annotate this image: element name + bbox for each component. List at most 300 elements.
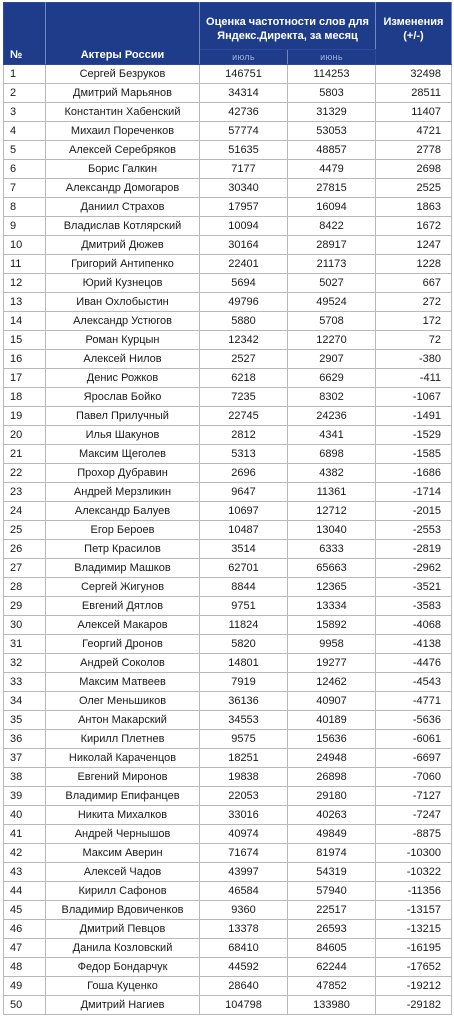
july-value-cell: 5880 [200, 312, 288, 331]
table-row [4, 977, 452, 996]
july-value-cell: 7919 [200, 673, 288, 692]
actors-search-frequency-table [3, 2, 451, 1015]
change-value-cell: -11356 [376, 882, 452, 901]
actor-name-cell: Александр Устюгов [46, 312, 200, 331]
change-value-cell: -380 [376, 350, 452, 369]
change-value-cell: -2553 [376, 521, 452, 540]
table-row [4, 654, 452, 673]
rank-cell: 23 [4, 483, 46, 502]
june-value-cell: 27815 [288, 179, 376, 198]
table-row [4, 502, 452, 521]
table-row [4, 103, 452, 122]
july-value-cell: 49796 [200, 293, 288, 312]
change-value-cell: 72 [376, 331, 452, 350]
rank-cell: 19 [4, 407, 46, 426]
rank-cell: 33 [4, 673, 46, 692]
change-value-cell: 2698 [376, 160, 452, 179]
rank-cell: 21 [4, 445, 46, 464]
table-row [4, 179, 452, 198]
july-value-cell: 7177 [200, 160, 288, 179]
june-value-cell: 26898 [288, 768, 376, 787]
july-value-cell: 33016 [200, 806, 288, 825]
june-value-cell: 31329 [288, 103, 376, 122]
july-value-cell: 57774 [200, 122, 288, 141]
change-value-cell: -8875 [376, 825, 452, 844]
rank-cell: 3 [4, 103, 46, 122]
table-row [4, 445, 452, 464]
rank-cell: 8 [4, 198, 46, 217]
actor-name-cell: Максим Матвеев [46, 673, 200, 692]
rank-cell: 49 [4, 977, 46, 996]
table-row [4, 141, 452, 160]
june-value-cell: 24948 [288, 749, 376, 768]
rank-cell: 43 [4, 863, 46, 882]
july-value-cell: 12342 [200, 331, 288, 350]
june-value-cell: 40907 [288, 692, 376, 711]
actor-name-cell: Юрий Кузнецов [46, 274, 200, 293]
change-value-cell: -10322 [376, 863, 452, 882]
actor-name-cell: Алексей Серебряков [46, 141, 200, 160]
june-value-cell: 2907 [288, 350, 376, 369]
table-row [4, 84, 452, 103]
change-value-cell: -1585 [376, 445, 452, 464]
july-value-cell: 2812 [200, 426, 288, 445]
rank-cell: 31 [4, 635, 46, 654]
actor-name-cell: Егор Бероев [46, 521, 200, 540]
july-value-cell: 2696 [200, 464, 288, 483]
rank-cell: 5 [4, 141, 46, 160]
july-value-cell: 13378 [200, 920, 288, 939]
change-value-cell: -1067 [376, 388, 452, 407]
june-value-cell: 40263 [288, 806, 376, 825]
july-value-cell: 10487 [200, 521, 288, 540]
actor-name-cell: Дмитрий Дюжев [46, 236, 200, 255]
rank-cell: 10 [4, 236, 46, 255]
rank-cell: 11 [4, 255, 46, 274]
table-row [4, 616, 452, 635]
june-value-cell: 114253 [288, 65, 376, 84]
rank-cell: 36 [4, 730, 46, 749]
june-value-cell: 4479 [288, 160, 376, 179]
actor-name-cell: Александр Балуев [46, 502, 200, 521]
june-value-cell: 12365 [288, 578, 376, 597]
actor-name-cell: Антон Макарский [46, 711, 200, 730]
table-row [4, 255, 452, 274]
rank-cell: 25 [4, 521, 46, 540]
july-value-cell: 62701 [200, 559, 288, 578]
june-value-cell: 53053 [288, 122, 376, 141]
table-row [4, 369, 452, 388]
july-value-cell: 28640 [200, 977, 288, 996]
change-value-cell: -13215 [376, 920, 452, 939]
rank-cell: 16 [4, 350, 46, 369]
july-value-cell: 71674 [200, 844, 288, 863]
july-value-cell: 146751 [200, 65, 288, 84]
table-row [4, 787, 452, 806]
change-value-cell: 2778 [376, 141, 452, 160]
change-value-cell: 28511 [376, 84, 452, 103]
actor-name-cell: Николай Караченцов [46, 749, 200, 768]
change-value-cell: 4721 [376, 122, 452, 141]
table-row [4, 711, 452, 730]
july-value-cell: 18251 [200, 749, 288, 768]
change-value-cell: -7060 [376, 768, 452, 787]
actor-name-cell: Дмитрий Марьянов [46, 84, 200, 103]
change-value-cell: -1529 [376, 426, 452, 445]
actor-name-cell: Евгений Миронов [46, 768, 200, 787]
june-value-cell: 62244 [288, 958, 376, 977]
july-value-cell: 10094 [200, 217, 288, 236]
header-june: июнь [288, 50, 376, 65]
change-value-cell: 1228 [376, 255, 452, 274]
rank-cell: 44 [4, 882, 46, 901]
rank-cell: 2 [4, 84, 46, 103]
change-value-cell: 2525 [376, 179, 452, 198]
actor-name-cell: Данила Козловский [46, 939, 200, 958]
july-value-cell: 22053 [200, 787, 288, 806]
june-value-cell: 12462 [288, 673, 376, 692]
july-value-cell: 14801 [200, 654, 288, 673]
change-value-cell: -7127 [376, 787, 452, 806]
july-value-cell: 104798 [200, 996, 288, 1015]
rank-cell: 22 [4, 464, 46, 483]
rank-cell: 45 [4, 901, 46, 920]
table-row [4, 236, 452, 255]
change-value-cell: -4068 [376, 616, 452, 635]
rank-cell: 48 [4, 958, 46, 977]
actor-name-cell: Сергей Жигунов [46, 578, 200, 597]
june-value-cell: 4382 [288, 464, 376, 483]
july-value-cell: 51635 [200, 141, 288, 160]
table-row [4, 198, 452, 217]
table-row [4, 692, 452, 711]
rank-cell: 30 [4, 616, 46, 635]
actor-name-cell: Павел Прилучный [46, 407, 200, 426]
rank-cell: 37 [4, 749, 46, 768]
rank-cell: 35 [4, 711, 46, 730]
actor-name-cell: Дмитрий Певцов [46, 920, 200, 939]
rank-cell: 20 [4, 426, 46, 445]
actor-name-cell: Никита Михалков [46, 806, 200, 825]
table-row [4, 274, 452, 293]
july-value-cell: 8844 [200, 578, 288, 597]
actor-name-cell: Иван Охлобыстин [46, 293, 200, 312]
actor-name-cell: Сергей Безруков [46, 65, 200, 84]
july-value-cell: 7235 [200, 388, 288, 407]
change-value-cell: 272 [376, 293, 452, 312]
table-row [4, 768, 452, 787]
july-value-cell: 9575 [200, 730, 288, 749]
actor-name-cell: Илья Шакунов [46, 426, 200, 445]
actor-name-cell: Дмитрий Нагиев [46, 996, 200, 1015]
rank-cell: 39 [4, 787, 46, 806]
june-value-cell: 5027 [288, 274, 376, 293]
rank-cell: 32 [4, 654, 46, 673]
change-value-cell: -17652 [376, 958, 452, 977]
rank-cell: 42 [4, 844, 46, 863]
june-value-cell: 5803 [288, 84, 376, 103]
june-value-cell: 19277 [288, 654, 376, 673]
change-value-cell: -16195 [376, 939, 452, 958]
table-row [4, 388, 452, 407]
table-row [4, 996, 452, 1015]
change-value-cell: -2819 [376, 540, 452, 559]
change-value-cell: -4543 [376, 673, 452, 692]
rank-cell: 12 [4, 274, 46, 293]
table-row [4, 863, 452, 882]
june-value-cell: 4341 [288, 426, 376, 445]
rank-cell: 29 [4, 597, 46, 616]
table-row [4, 578, 452, 597]
change-value-cell: -1686 [376, 464, 452, 483]
change-value-cell: -4138 [376, 635, 452, 654]
rank-cell: 47 [4, 939, 46, 958]
rank-cell: 24 [4, 502, 46, 521]
actor-name-cell: Алексей Чадов [46, 863, 200, 882]
june-value-cell: 40189 [288, 711, 376, 730]
july-value-cell: 10697 [200, 502, 288, 521]
june-value-cell: 5708 [288, 312, 376, 331]
june-value-cell: 22517 [288, 901, 376, 920]
table-row [4, 901, 452, 920]
actor-name-cell: Алексей Нилов [46, 350, 200, 369]
july-value-cell: 30164 [200, 236, 288, 255]
july-value-cell: 44592 [200, 958, 288, 977]
july-value-cell: 9360 [200, 901, 288, 920]
june-value-cell: 48857 [288, 141, 376, 160]
change-value-cell: -4476 [376, 654, 452, 673]
table-row [4, 540, 452, 559]
table-body [4, 65, 452, 1015]
july-value-cell: 17957 [200, 198, 288, 217]
table-row [4, 293, 452, 312]
rank-cell: 40 [4, 806, 46, 825]
july-value-cell: 43997 [200, 863, 288, 882]
change-value-cell: -19212 [376, 977, 452, 996]
july-value-cell: 46584 [200, 882, 288, 901]
actor-name-cell: Кирилл Сафонов [46, 882, 200, 901]
rank-cell: 18 [4, 388, 46, 407]
july-value-cell: 2527 [200, 350, 288, 369]
actor-name-cell: Георгий Дронов [46, 635, 200, 654]
header-number: № [4, 3, 46, 65]
table-row [4, 122, 452, 141]
table-row [4, 635, 452, 654]
change-value-cell: -10300 [376, 844, 452, 863]
july-value-cell: 5313 [200, 445, 288, 464]
july-value-cell: 5694 [200, 274, 288, 293]
actor-name-cell: Гоша Куценко [46, 977, 200, 996]
june-value-cell: 6333 [288, 540, 376, 559]
july-value-cell: 11824 [200, 616, 288, 635]
june-value-cell: 12712 [288, 502, 376, 521]
header-july: июль [200, 50, 288, 65]
actor-name-cell: Владимир Епифанцев [46, 787, 200, 806]
table-row [4, 331, 452, 350]
july-value-cell: 19838 [200, 768, 288, 787]
july-value-cell: 5820 [200, 635, 288, 654]
actor-name-cell: Максим Аверин [46, 844, 200, 863]
rank-cell: 34 [4, 692, 46, 711]
june-value-cell: 65663 [288, 559, 376, 578]
change-value-cell: 32498 [376, 65, 452, 84]
change-value-cell: -3583 [376, 597, 452, 616]
header-change: Изменения (+/-) [376, 3, 452, 65]
actor-name-cell: Роман Курцын [46, 331, 200, 350]
june-value-cell: 26593 [288, 920, 376, 939]
change-value-cell: 172 [376, 312, 452, 331]
june-value-cell: 6898 [288, 445, 376, 464]
actor-name-cell: Федор Бондарчук [46, 958, 200, 977]
table-row [4, 825, 452, 844]
rank-cell: 4 [4, 122, 46, 141]
table-row [4, 597, 452, 616]
change-value-cell: -7247 [376, 806, 452, 825]
actor-name-cell: Даниил Страхов [46, 198, 200, 217]
table-row [4, 882, 452, 901]
table-row [4, 65, 452, 84]
actor-name-cell: Ярослав Бойко [46, 388, 200, 407]
change-value-cell: -1491 [376, 407, 452, 426]
rank-cell: 1 [4, 65, 46, 84]
change-value-cell: 667 [376, 274, 452, 293]
june-value-cell: 49849 [288, 825, 376, 844]
june-value-cell: 13334 [288, 597, 376, 616]
actor-name-cell: Владислав Котлярский [46, 217, 200, 236]
change-value-cell: -29182 [376, 996, 452, 1015]
july-value-cell: 42736 [200, 103, 288, 122]
actor-name-cell: Григорий Антипенко [46, 255, 200, 274]
july-value-cell: 22401 [200, 255, 288, 274]
june-value-cell: 13040 [288, 521, 376, 540]
header-actors: Актеры России [46, 3, 200, 65]
june-value-cell: 47852 [288, 977, 376, 996]
june-value-cell: 133980 [288, 996, 376, 1015]
table-row [4, 521, 452, 540]
data-table [3, 2, 452, 1015]
actor-name-cell: Владимир Вдовиченков [46, 901, 200, 920]
table-row [4, 939, 452, 958]
actor-name-cell: Петр Красилов [46, 540, 200, 559]
actor-name-cell: Кирилл Плетнев [46, 730, 200, 749]
june-value-cell: 81974 [288, 844, 376, 863]
july-value-cell: 40974 [200, 825, 288, 844]
june-value-cell: 21173 [288, 255, 376, 274]
july-value-cell: 22745 [200, 407, 288, 426]
july-value-cell: 34553 [200, 711, 288, 730]
actor-name-cell: Максим Щеголев [46, 445, 200, 464]
table-row [4, 730, 452, 749]
june-value-cell: 84605 [288, 939, 376, 958]
july-value-cell: 9647 [200, 483, 288, 502]
actor-name-cell: Александр Домогаров [46, 179, 200, 198]
actor-name-cell: Андрей Соколов [46, 654, 200, 673]
rank-cell: 41 [4, 825, 46, 844]
july-value-cell: 6218 [200, 369, 288, 388]
table-row [4, 920, 452, 939]
actor-name-cell: Константин Хабенский [46, 103, 200, 122]
july-value-cell: 36136 [200, 692, 288, 711]
rank-cell: 17 [4, 369, 46, 388]
table-row [4, 160, 452, 179]
rank-cell: 7 [4, 179, 46, 198]
july-value-cell: 68410 [200, 939, 288, 958]
june-value-cell: 49524 [288, 293, 376, 312]
rank-cell: 38 [4, 768, 46, 787]
june-value-cell: 6629 [288, 369, 376, 388]
actor-name-cell: Владимир Машков [46, 559, 200, 578]
rank-cell: 46 [4, 920, 46, 939]
table-header [4, 3, 452, 65]
june-value-cell: 9958 [288, 635, 376, 654]
june-value-cell: 24236 [288, 407, 376, 426]
change-value-cell: -2015 [376, 502, 452, 521]
change-value-cell: -2962 [376, 559, 452, 578]
actor-name-cell: Алексей Макаров [46, 616, 200, 635]
june-value-cell: 16094 [288, 198, 376, 217]
table-row [4, 483, 452, 502]
change-value-cell: 1672 [376, 217, 452, 236]
change-value-cell: -6061 [376, 730, 452, 749]
change-value-cell: 1863 [376, 198, 452, 217]
june-value-cell: 12270 [288, 331, 376, 350]
july-value-cell: 30340 [200, 179, 288, 198]
june-value-cell: 57940 [288, 882, 376, 901]
june-value-cell: 8422 [288, 217, 376, 236]
table-row [4, 407, 452, 426]
change-value-cell: -411 [376, 369, 452, 388]
table-row [4, 749, 452, 768]
rank-cell: 28 [4, 578, 46, 597]
july-value-cell: 9751 [200, 597, 288, 616]
june-value-cell: 15636 [288, 730, 376, 749]
rank-cell: 6 [4, 160, 46, 179]
rank-cell: 9 [4, 217, 46, 236]
change-value-cell: -5636 [376, 711, 452, 730]
change-value-cell: -1714 [376, 483, 452, 502]
table-row [4, 217, 452, 236]
june-value-cell: 8302 [288, 388, 376, 407]
table-row [4, 350, 452, 369]
table-row [4, 673, 452, 692]
table-row [4, 312, 452, 331]
change-value-cell: -3521 [376, 578, 452, 597]
change-value-cell: -6697 [376, 749, 452, 768]
actor-name-cell: Прохор Дубравин [46, 464, 200, 483]
header-frequency: Оценка частотности слов для Яндекс.Директа, за месяц [200, 3, 376, 50]
change-value-cell: 11407 [376, 103, 452, 122]
june-value-cell: 54319 [288, 863, 376, 882]
table-row [4, 806, 452, 825]
rank-cell: 14 [4, 312, 46, 331]
change-value-cell: -4771 [376, 692, 452, 711]
rank-cell: 27 [4, 559, 46, 578]
actor-name-cell: Денис Рожков [46, 369, 200, 388]
june-value-cell: 11361 [288, 483, 376, 502]
table-row [4, 426, 452, 445]
actor-name-cell: Андрей Чернышов [46, 825, 200, 844]
rank-cell: 26 [4, 540, 46, 559]
july-value-cell: 3514 [200, 540, 288, 559]
rank-cell: 13 [4, 293, 46, 312]
june-value-cell: 29180 [288, 787, 376, 806]
july-value-cell: 34314 [200, 84, 288, 103]
actor-name-cell: Михаил Пореченков [46, 122, 200, 141]
change-value-cell: -13157 [376, 901, 452, 920]
june-value-cell: 28917 [288, 236, 376, 255]
table-row [4, 559, 452, 578]
rank-cell: 50 [4, 996, 46, 1015]
